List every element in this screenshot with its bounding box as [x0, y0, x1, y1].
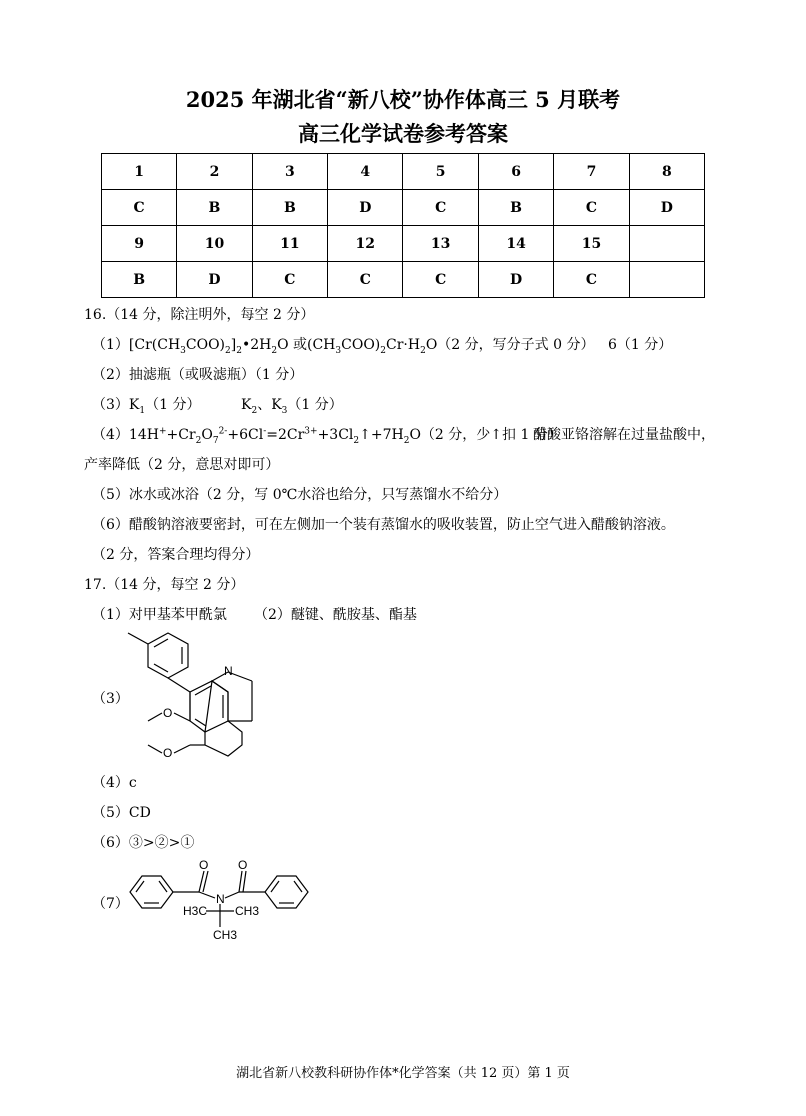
table-cell: 6: [478, 154, 553, 190]
table-cell: 9: [102, 226, 177, 262]
table-cell: C: [328, 262, 403, 298]
q16-answer-2: （2）抽滤瓶（或吸滤瓶）（1 分）: [92, 367, 304, 383]
q16-answer-6-cont: （2 分，答案合理均得分）: [92, 547, 260, 563]
answer-table: [101, 153, 705, 298]
table-cell: 1: [102, 154, 177, 190]
methyl-label: CH3: [213, 928, 238, 942]
page-footer: 湖北省新八校教科研协作体*化学答案（共 12 页）第 1 页: [236, 1066, 570, 1081]
q16-answer-3b: $K_2$、$K_3(1$ 分）: [241, 397, 343, 416]
q16-answer-6: （6）醋酸钠溶液要密封，可在左侧加一个装有蒸馏水的吸收装置，防止空气进入醋酸钠溶液。: [92, 517, 675, 533]
oxygen-label: O: [163, 746, 173, 760]
q17-answer-7-label: （7）: [92, 896, 129, 912]
q17-answer-3-label: （3）: [92, 691, 129, 707]
table-cell: D: [177, 262, 252, 298]
q16-answer-1-extra: 6（1 分）: [608, 337, 673, 353]
table-cell: B: [102, 262, 177, 298]
table-cell: 14: [478, 226, 553, 262]
table-cell: C: [554, 262, 629, 298]
table-cell: [629, 226, 704, 262]
table-cell: 5: [403, 154, 478, 190]
table-cell: 4: [328, 154, 403, 190]
page-subtitle: 高三化学试卷参考答案: [298, 121, 508, 146]
methyl-label: CH3: [235, 904, 260, 918]
q16-heading: 16.（14 分，除注明外，每空 2 分）: [84, 307, 315, 323]
table-cell: [629, 262, 704, 298]
q16-answer-4-note: 醋酸亚铬溶解在过量盐酸中，: [533, 427, 715, 443]
table-cell: 11: [252, 226, 327, 262]
q17-answer-2: （2）醚键、酰胺基、酯基: [254, 607, 417, 623]
table-cell: 7: [554, 154, 629, 190]
table-cell: D: [478, 262, 553, 298]
table-cell: 3: [252, 154, 327, 190]
q17-structure-3: [110, 625, 310, 770]
oxygen-label: O: [238, 858, 248, 872]
table-cell: 15: [554, 226, 629, 262]
table-row: [102, 262, 705, 298]
table-cell: C: [403, 262, 478, 298]
q17-answer-5: （5）CD: [92, 805, 151, 821]
q17-heading: 17.（14 分，每空 2 分）: [84, 577, 245, 593]
table-cell: C: [554, 190, 629, 226]
table-cell: 10: [177, 226, 252, 262]
table-cell: C: [102, 190, 177, 226]
table-cell: 8: [629, 154, 704, 190]
table-row: [102, 154, 705, 190]
q16-answer-4-cont: 产率降低（2 分，意思对即可）: [84, 457, 280, 473]
q17-answer-1: （1）对甲基苯甲酰氯: [92, 607, 227, 623]
table-cell: C: [252, 262, 327, 298]
table-row: [102, 190, 705, 226]
oxygen-label: O: [163, 706, 173, 720]
q17-answer-6: （6）③>②>①: [92, 835, 195, 851]
table-cell: 12: [328, 226, 403, 262]
q16-answer-5: （5）冰水或冰浴（2 分，写 0℃水浴也给分，只写蒸馏水不给分）: [92, 487, 508, 503]
oxygen-label: O: [199, 858, 209, 872]
q16-answer-3a: $(3)K_1(1$ 分）: [92, 397, 201, 416]
methyl-label: H3C: [183, 904, 208, 918]
q17-structure-7: [125, 855, 325, 945]
nitrogen-label: N: [224, 664, 233, 678]
table-cell: C: [403, 190, 478, 226]
q16-answer-1: $(1)[Cr(CH_3COO)_2]_2•2H_2O$ 或$(CH_3COO)_2Cr\cdot H_2O(2$ 分，写分子式 0 分）: [92, 337, 595, 356]
table-cell: 13: [403, 226, 478, 262]
table-cell: B: [177, 190, 252, 226]
nitrogen-label: N: [216, 892, 225, 906]
page-title: 2025 年湖北省“新八校”协作体高三 5 月联考: [185, 87, 621, 112]
q16-answer-4: $(4)14H^++Cr_2O_7^{2-}+6Cl^-=2Cr^{3+}+3Cl_2↑+7H_2O(2$ 分，少↑扣 1 分）: [92, 426, 562, 446]
table-cell: B: [478, 190, 553, 226]
table-cell: B: [252, 190, 327, 226]
table-cell: 2: [177, 154, 252, 190]
table-row: [102, 226, 705, 262]
table-cell: D: [629, 190, 704, 226]
q17-answer-4: （4）c: [92, 775, 137, 791]
table-cell: D: [328, 190, 403, 226]
